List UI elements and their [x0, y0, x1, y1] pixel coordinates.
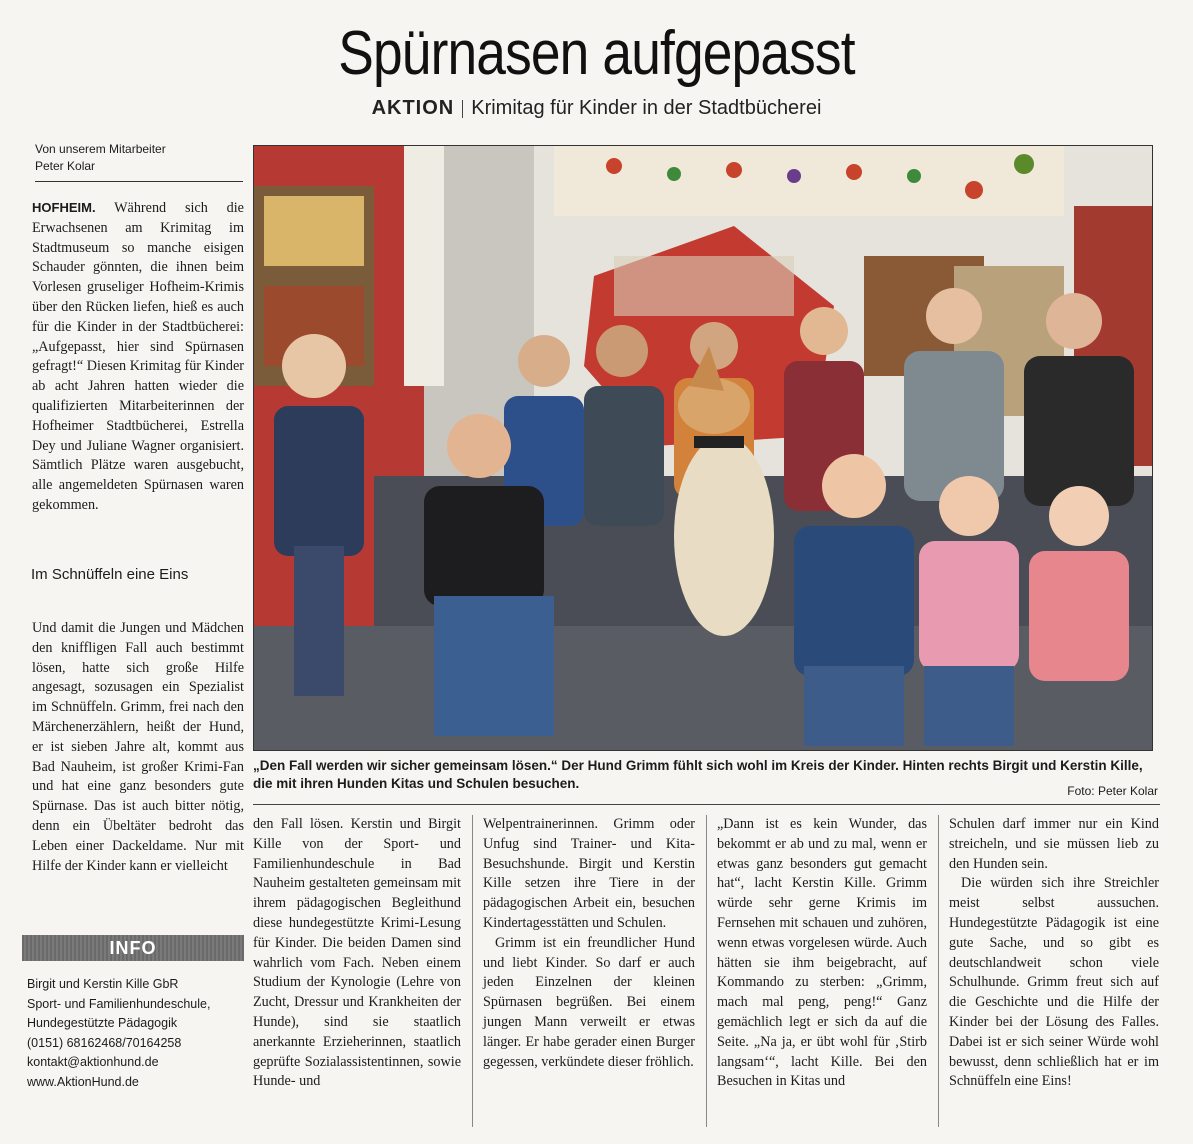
subheadline-text: Krimitag für Kinder in der Stadtbücherei — [471, 97, 822, 119]
caption-rule — [253, 804, 1160, 805]
photo-illustration — [254, 146, 1152, 750]
headline: Spürnasen aufgepasst — [338, 19, 855, 88]
subheading: Im Schnüffeln eine Eins — [31, 566, 189, 583]
info-line: Hundegestützte Pädagogik — [27, 1016, 178, 1030]
body-paragraph: Und damit die Jungen und Mädchen den kniffligen Fall auch bestimmt lösen, hatte sich große Hilfe angesagt, sozusagen ein Spezialist im Schnüffeln. Grimm, frei nach den Märchenerzählern, heißt der Hund, er ist sieben Jahre alt, kommt aus Bad Nauheim, ist großer Krimi-Fan und hat eine ganz besonders gute Spürnase. Das ist auch bitter nötig, denn ein Übeltäter bedroht das Leben einer Dackeldame. Nur mit Hilfe der Kinder kann er vielleicht — [32, 620, 244, 874]
info-phone: (0151) 68162468/70164258 — [27, 1035, 182, 1050]
info-box — [27, 975, 247, 1092]
column-5 — [949, 815, 1159, 1092]
photo-caption: „Den Fall werden wir sicher gemeinsam lösen.“ Der Hund Grimm fühlt sich wohl im Kreis der Kinder. Hinten rechts Birgit und Kerstin Kille, die mit ihren Hunden Kitas und Schulen besuchen. — [253, 758, 1143, 791]
photo-credit: Foto: Peter Kolar — [1067, 784, 1158, 798]
body-paragraph: Die würden sich ihre Streichler meist selbst aussuchen. Hundegestützte Pädagogik ist eine gute Sache, und so gibt es deutschlandweit schon viele Schulhunde. Grimm freut sich auf die Geschichte und die Hilfe der Kinder bei der Lösung des Falles. Dabei ist er sich seiner Würde wohl bewusst, denn schließlich hat er im Schnüffeln eine Eins! — [949, 875, 1159, 1090]
intro-paragraph: Während sich die Erwachsenen am Krimitag im Stadtmuseum so manche eisigen Schauder gönnten, die ihnen beim Vorlesen gruseliger Hofheim-Krimis über den Rücken liefen, hieß es auch für die Kinder in der Stadtbücherei: „Aufgepasst, hier sind Spürnasen gefragt!“ Diesen Krimitag für Kinder ab acht Jahren hatten wieder die qualifizierten Mitarbeiterinnen der Hofheimer Stadtbücherei, Estrella Dey und Juliane Wagner organisiert. Sämtlich Plätze waren ausgebucht, alle angemeldeten Spürnasen waren gekommen. — [32, 200, 244, 513]
column-1-body — [32, 619, 244, 876]
info-website: www.AktionHund.de — [27, 1074, 139, 1089]
column-4 — [717, 815, 927, 1092]
info-email: kontakt@aktionhund.de — [27, 1055, 159, 1069]
column-divider — [472, 815, 473, 1127]
body-paragraph: „Dann ist es kein Wunder, das bekommt er ab und zu mal, wenn er etwas ganz besonders gut gemacht hat“, lacht Kerstin Kille. Grimm würde sehr gerne Krimis im Fernsehen mit schauen und zuhören, wenn etwas vorgelesen würde. Auch hätten sie ihm beigebracht, auf Kommando zu sterben: „Grimm, mach mal peng, peng!“ Ganz gemächlich legt er sich da auf die Seite. „Na ja, er übt wohl für ‚Stirb langsam‘“, lacht Kille. Bei den Besuchen in Kitas und — [717, 816, 927, 1090]
kicker-separator — [462, 100, 463, 118]
byline-line1: Von unserem Mitarbeiter — [35, 142, 166, 156]
dateline: HOFHEIM. — [32, 200, 96, 215]
column-1-intro — [32, 198, 244, 516]
kicker: AKTION — [371, 97, 455, 119]
column-3 — [483, 815, 695, 1072]
column-divider — [706, 815, 707, 1127]
column-2 — [253, 815, 461, 1092]
byline-rule — [35, 181, 243, 182]
body-paragraph: Welpentrainerinnen. Grimm oder Unfug sind Trainer- und Kita-Besuchshunde. Birgit und Kerstin Kille setzen ihre Tiere in der pädagogischen Arbeit ein, besuchen Kindertagesstätten und Schulen. — [483, 816, 695, 931]
body-paragraph: den Fall lösen. Kerstin und Birgit Kille von der Sport- und Familienhundeschule in Bad Nauheim gestalteten gemeinsam mit ihrem pädagogischen Begleithund diese hundegestützte Krimi-Lesung für Kinder. Die beiden Damen sind wahrlich vom Fach. Neben einem Studium der Kynologie (Lehre von Zucht, Dressur und Krankheiten der Hunde), sind sie staatlich anerkannte Erzieherinnen, staatlich geprüfte Sozialassistentinnen, sowie Hunde- und — [253, 816, 461, 1090]
info-line: Birgit und Kerstin Kille GbR — [27, 977, 179, 991]
byline — [35, 141, 245, 175]
byline-author: Peter Kolar — [35, 159, 96, 173]
body-paragraph: Schulen darf immer nur ein Kind streicheln, und sie müssen lieb zu den Hunden sein. — [949, 816, 1159, 872]
info-box-title: INFO — [22, 935, 244, 961]
body-paragraph: Grimm ist ein freundlicher Hund und liebt Kinder. So darf er auch jeden Einzelnen der kleinen Spürnasen begrüßen. Bei einem jungen Mann verweilt er etwas länger. Er habe gerader einen Burger gegessen, verkündete dieser fröhlich. — [483, 934, 695, 1070]
column-divider — [938, 815, 939, 1127]
article-photo — [253, 145, 1153, 751]
subheadline — [0, 97, 1193, 120]
info-line: Sport- und Familienhundeschule, — [27, 996, 211, 1011]
